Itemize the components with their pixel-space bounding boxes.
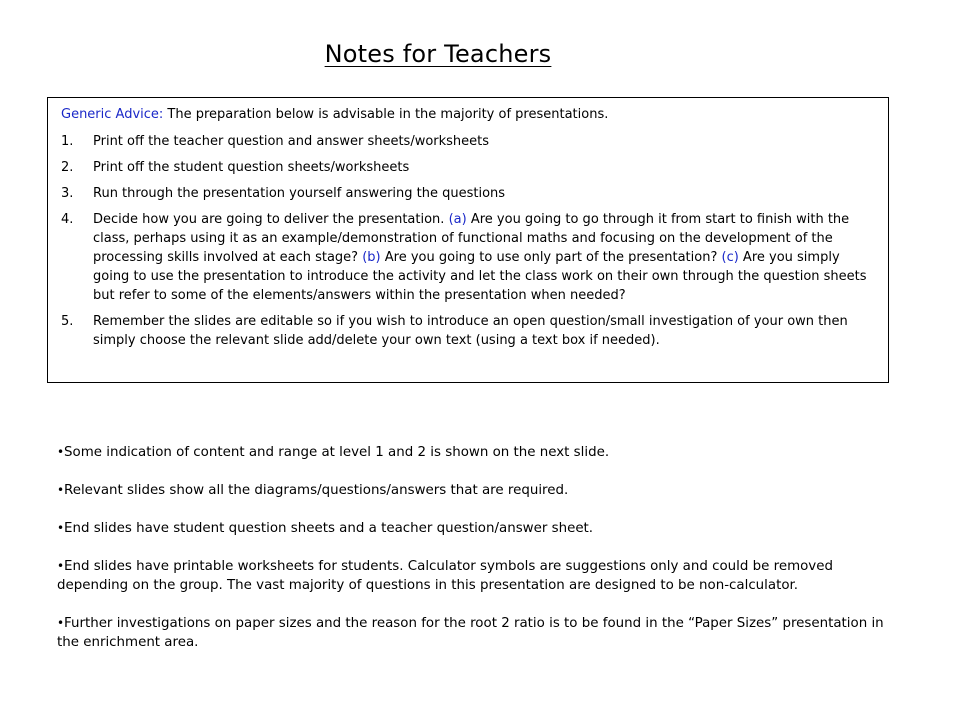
advice-label: Generic Advice: xyxy=(61,107,164,122)
note-text: End slides have printable worksheets for students. Calculator symbols are suggestions only and could be removed depending on the group. The vast majority of questions in this presentation are designed to be non-calculator. xyxy=(57,559,833,593)
advice-item-number: 2. xyxy=(61,160,74,175)
note-text: Some indication of content and range at level 1 and 2 is shown on the next slide. xyxy=(64,445,610,460)
bullet-icon: • xyxy=(57,445,65,459)
advice-item-text: Remember the slides are editable so if you wish to introduce an open question/small investigation of your own then simply choose the relevant slide add/delete your own text (using a text box if needed). xyxy=(93,314,848,348)
advice-item-text-d: Are you simply going to use the presentation to introduce the activity and let the class work on their own through the question sheets but refer to some of the elements/answers within the presentation when needed? xyxy=(93,250,867,303)
advice-intro-text: The preparation below is advisable in the majority of presentations. xyxy=(163,107,609,122)
advice-item-text-a: Decide how you are going to deliver the presentation. xyxy=(93,212,449,227)
option-a-label: (a) xyxy=(448,212,467,227)
advice-intro xyxy=(61,105,878,124)
page-title: Notes for Teachers xyxy=(324,40,552,68)
note-item xyxy=(57,614,887,652)
advice-item-3 xyxy=(61,184,878,203)
option-b-label: (b) xyxy=(362,250,381,265)
note-item xyxy=(57,557,887,595)
bullet-icon: • xyxy=(57,559,65,573)
bullet-icon: • xyxy=(57,483,65,497)
advice-list xyxy=(61,132,878,350)
option-c-label: (c) xyxy=(721,250,739,265)
note-text: Relevant slides show all the diagrams/questions/answers that are required. xyxy=(64,483,569,498)
note-text: End slides have student question sheets and a teacher question/answer sheet. xyxy=(64,521,594,536)
advice-item-number: 1. xyxy=(61,134,74,149)
advice-item-text-c: Are you going to use only part of the presentation? xyxy=(380,250,722,265)
advice-item-number: 3. xyxy=(61,186,74,201)
note-item xyxy=(57,481,887,500)
advice-item-text: Print off the teacher question and answer sheets/worksheets xyxy=(93,134,490,149)
advice-item-4 xyxy=(61,210,878,305)
note-item xyxy=(57,443,887,462)
notes-list xyxy=(57,443,887,671)
advice-item-2 xyxy=(61,158,878,177)
advice-item-number: 4. xyxy=(61,212,74,227)
advice-item-5 xyxy=(61,312,878,350)
advice-item-text: Run through the presentation yourself answering the questions xyxy=(93,186,506,201)
note-text: Further investigations on paper sizes and the reason for the root 2 ratio is to be found in the “Paper Sizes” presentation in the enrichment area. xyxy=(57,616,884,650)
bullet-icon: • xyxy=(57,616,65,630)
note-item xyxy=(57,519,887,538)
bullet-icon: • xyxy=(57,521,65,535)
advice-item-text-b: Are you going to go through it from start to finish with the class, perhaps using it as an example/demonstration of functional maths and focusing on the development of the processing skills involved at each stage? xyxy=(93,212,850,265)
advice-item-number: 5. xyxy=(61,314,74,329)
generic-advice-box xyxy=(47,97,889,383)
advice-item-text: Print off the student question sheets/worksheets xyxy=(93,160,410,175)
advice-item-1 xyxy=(61,132,878,151)
